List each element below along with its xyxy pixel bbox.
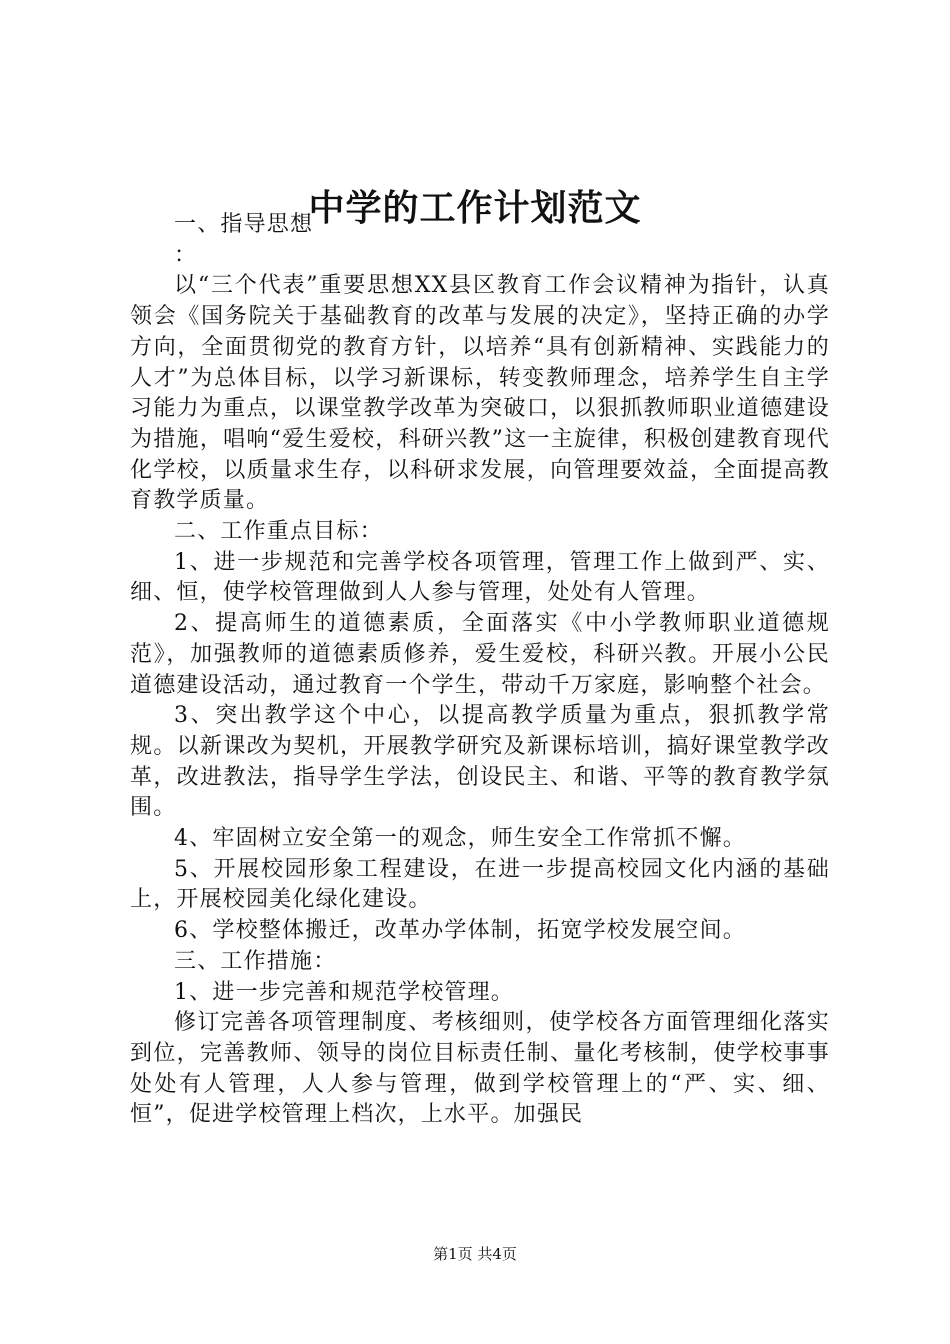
- paragraph-guiding-text: 以“三个代表”重要思想XX县区教育工作会议精神为指针，认真领会《国务院关于基础教育的改革与发展的决定》，坚持正确的办学方向，全面贯彻党的教育方针，以培养“具有创新精神、实践能力的人才”为总体目标，以学习新课标，转变教师理念，培养学生自主学习能力为重点，以课堂教学改革为突破口，以狠抓教师职业道德建设为措施，唱响“爱生爱校，科研兴教”这一主旋律，积极创建教育现代化学校，以质量求生存，以科研求发展，向管理要效益，全面提高教育教学质量。: [130, 273, 830, 514]
- goal-item-1: 1、进一步规范和完善学校各项管理，管理工作上做到严、实、细、恒，使学校管理做到人人参与管理，处处有人管理。: [130, 549, 830, 606]
- goal-item-6: 6、学校整体搬迁，改革办学体制，拓宽学校发展空间。: [174, 918, 746, 944]
- heading-guiding-ideology: 一、指导思想: [174, 212, 314, 237]
- colon-line: ：: [174, 242, 198, 268]
- heading-key-goals: 二、工作重点目标：: [174, 519, 383, 545]
- goal-item-2: 2、提高师生的道德素质，全面落实《中小学教师职业道德规范》，加强教师的道德素质修养，爱生爱校，科研兴教。开展小公民道德建设活动，通过教育一个学生，带动千万家庭，影响整个社会。: [130, 611, 830, 698]
- measure-item-1-detail: 修订完善各项管理制度、考核细则，使学校各方面管理细化落实到位，完善教师、领导的岗位目标责任制、量化考核制，使学校事事处处有人管理，人人参与管理，做到学校管理上的“严、实、细、恒”，促进学校管理上档次，上水平。加强民: [130, 1010, 830, 1128]
- document-body: [130, 210, 830, 1131]
- goal-item-3: 3、突出教学这个中心，以提高教学质量为重点，狠抓教学常规。以新课改为契机，开展教学研究及新课标培训，搞好课堂教学改革，改进教法，指导学生学法，创设民主、和谐、平等的教育教学氛围。: [130, 703, 830, 821]
- measure-item-1: 1、进一步完善和规范学校管理。: [174, 979, 514, 1005]
- document-title: 中学的工作计划范文: [308, 188, 642, 229]
- goal-item-4: 4、牢固树立安全第一的观念，师生安全工作常抓不懈。: [174, 826, 746, 852]
- heading-work-measures: 三、工作措施：: [174, 948, 337, 974]
- page-number-footer: 第1页 共4页: [433, 1245, 517, 1263]
- goal-item-5: 5、开展校园形象工程建设，在进一步提高校园文化内涵的基础上，开展校园美化绿化建设。: [130, 856, 830, 913]
